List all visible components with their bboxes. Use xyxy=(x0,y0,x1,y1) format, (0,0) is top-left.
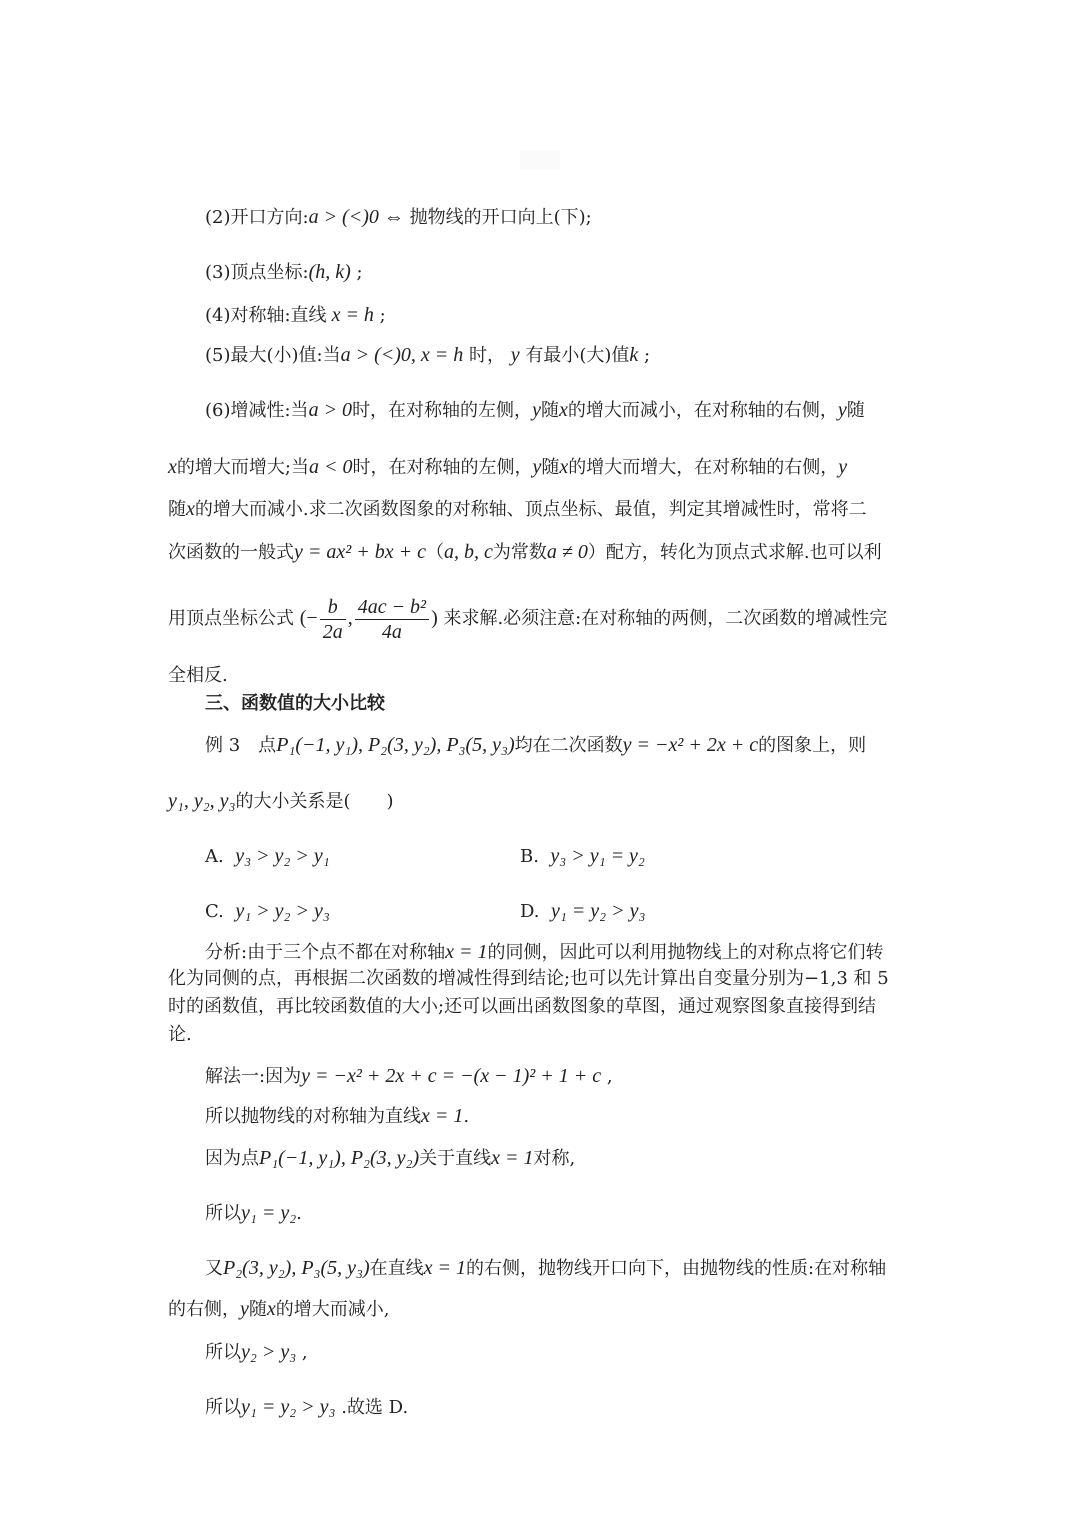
math-segment: x xyxy=(168,456,177,478)
math-segment: P₁(−1, y₁), P₂(3, y₂) xyxy=(259,1147,420,1169)
option-math: y₃ > y₂ > y₁ xyxy=(235,845,330,867)
fraction-4ac-b2-over-4a xyxy=(355,595,429,644)
text-segment: 的大小关系是( ) xyxy=(235,791,394,812)
math-segment: y₂ > y₃ xyxy=(241,1341,297,1363)
math-segment: y xyxy=(532,399,541,421)
fraction-numerator: b xyxy=(320,595,346,620)
analysis-line-3: 时的函数值，再比较函数值的大小;还可以画出函数图象的草图，通过观察图象直接得到结 xyxy=(168,996,877,1017)
section-title: 三、函数值的大小比较 xyxy=(205,693,385,714)
property-5-math: a > (<)0, x = h xyxy=(340,344,464,366)
option-label: C. xyxy=(205,901,224,922)
text-segment: 所以 xyxy=(205,1342,241,1363)
text-segment: 因为点 xyxy=(205,1148,259,1169)
text-segment: 时，在对称轴的左侧， xyxy=(352,400,533,421)
solution-step-8 xyxy=(205,1395,408,1420)
property-6-line-1 xyxy=(205,398,865,423)
property-2-label: (2)开口方向: xyxy=(205,207,309,228)
text-segment: 所以抛物线的对称轴为直线 xyxy=(205,1106,421,1127)
option-math: y₁ = y₂ > y₃ xyxy=(550,900,646,922)
math-segment: P₁(−1, y₁), P₂(3, y₂), P₃(5, y₃) xyxy=(276,734,515,756)
text-segment: 的同侧，因此可以利用抛物线上的对称点将它们转 xyxy=(487,942,884,963)
text-segment: 的增大而增大，在对称轴的右侧， xyxy=(568,457,839,478)
property-4-end: ; xyxy=(373,305,386,326)
math-segment: , xyxy=(347,607,353,629)
solution-step-7 xyxy=(205,1340,308,1365)
solution-step-3 xyxy=(205,1146,575,1171)
text-segment: 随 xyxy=(248,1299,267,1320)
property-5-text2: 有最小(大)值 xyxy=(519,345,630,366)
property-5-k: k xyxy=(629,344,639,366)
property-4-label: (4)对称轴:直线 xyxy=(205,305,327,326)
text-segment: .故选 D. xyxy=(335,1397,409,1418)
text-segment: 的增大而减小.求二次函数图象的对称轴、顶点坐标、最值，判定其增减性时，常将二 xyxy=(194,499,867,520)
math-segment: P₂(3, y₂), P₃(5, y₃) xyxy=(223,1257,370,1279)
option-label: D. xyxy=(520,901,540,922)
property-6-line-6 xyxy=(168,664,228,688)
fraction-denominator: 2a xyxy=(322,620,343,643)
math-segment: y xyxy=(838,456,848,478)
math-segment: a < 0 xyxy=(308,456,353,478)
text-segment: 解法一:因为 xyxy=(205,1066,302,1087)
text-segment: 的图象上，则 xyxy=(758,735,867,756)
math-segment: x = 1 xyxy=(421,1105,464,1127)
text-segment: （ xyxy=(426,542,444,563)
text-segment: 所以 xyxy=(205,1397,241,1418)
text-segment: 所以 xyxy=(205,1203,241,1224)
property-5 xyxy=(205,343,650,368)
text-segment: 的右侧，抛物线开口向下，由抛物线的性质:在对称轴 xyxy=(466,1258,887,1279)
text-segment: 例 3 点 xyxy=(205,735,277,756)
property-6-line-2 xyxy=(168,455,847,480)
math-segment: x xyxy=(558,399,568,421)
text-segment: 均在二次函数 xyxy=(514,735,623,756)
property-5-y: y xyxy=(510,344,520,366)
property-6-line-5 xyxy=(168,594,887,644)
watermark-patch xyxy=(520,150,560,170)
solution-step-6 xyxy=(168,1297,390,1322)
text-segment: 全相反. xyxy=(168,665,228,686)
math-segment: y₁ = y₂ > y₃ xyxy=(241,1396,336,1418)
property-5-end: ; xyxy=(638,345,651,366)
solution-step-2 xyxy=(205,1104,469,1129)
math-segment: y = −x² + 2x + c = −(x − 1)² + 1 + c xyxy=(301,1065,602,1087)
math-segment: y = −x² + 2x + c xyxy=(622,734,759,756)
math-segment: y = ax² + bx + c xyxy=(294,541,426,563)
fraction-numerator: 4ac − b² xyxy=(355,595,429,620)
option-label: B. xyxy=(520,846,539,867)
option-a xyxy=(205,844,330,869)
option-c xyxy=(205,899,330,924)
fraction-denominator: 4a xyxy=(381,620,402,643)
math-segment: x xyxy=(559,456,569,478)
option-label: A. xyxy=(205,846,224,867)
text-segment: 时，在对称轴的左侧， xyxy=(352,457,533,478)
property-6-line-4 xyxy=(168,540,882,565)
text-segment: , xyxy=(296,1342,308,1363)
text-segment: 的增大而增大;当 xyxy=(176,457,309,478)
math-segment: y₁, y₂, y₃ xyxy=(168,790,236,812)
property-6-line-3 xyxy=(168,497,867,522)
property-3-math: (h, k) xyxy=(308,261,351,283)
example-3-line-1 xyxy=(205,733,866,758)
text-segment: ）配方，转化为顶点式求解.也可以利 xyxy=(587,542,882,563)
text-segment: 次函数的一般式 xyxy=(168,542,294,563)
math-segment: x = 1 xyxy=(423,1257,467,1279)
text-segment: . xyxy=(296,1203,302,1224)
text-segment: . xyxy=(463,1106,470,1127)
option-d xyxy=(520,899,645,924)
math-segment: a ≠ 0 xyxy=(546,541,588,563)
text-segment: 在直线 xyxy=(369,1258,424,1279)
math-segment: y xyxy=(240,1298,249,1320)
text-segment: 随 xyxy=(541,457,560,478)
text-segment: 又 xyxy=(205,1258,223,1279)
math-segment: x xyxy=(186,498,195,520)
example-3-line-2 xyxy=(168,789,394,814)
option-math: y₃ > y₁ = y₂ xyxy=(550,845,645,867)
text-segment: 随 xyxy=(168,499,186,520)
property-4 xyxy=(205,303,386,328)
fraction-b-over-2a xyxy=(320,595,346,644)
math-segment: (− xyxy=(299,607,318,629)
analysis-line-2: 化为同侧的点，再根据二次函数的增减性得到结论;也可以先计算出自变量分别为−1,3 和 5 xyxy=(168,968,889,989)
property-3-label: (3)顶点坐标: xyxy=(205,262,309,283)
math-segment: a, b, c xyxy=(444,541,493,563)
text-segment: 分析:由于三个点不都在对称轴 xyxy=(205,942,446,963)
math-segment: y₁ = y₂ xyxy=(241,1202,297,1224)
math-segment: y xyxy=(837,399,847,421)
math-segment: x xyxy=(266,1298,276,1320)
text-segment: 随 xyxy=(540,400,559,421)
analysis-line-1 xyxy=(205,940,883,965)
property-2 xyxy=(205,205,592,230)
text-segment: (6)增减性:当 xyxy=(205,400,309,421)
text-segment: 的增大而减小，在对称轴的右侧， xyxy=(567,400,838,421)
text-segment: 的增大而减小, xyxy=(275,1299,390,1320)
math-segment: x = 1 xyxy=(491,1147,534,1169)
math-segment: y xyxy=(532,456,542,478)
option-math: y₁ > y₂ > y₃ xyxy=(235,900,330,922)
solution-step-5 xyxy=(205,1256,886,1281)
property-2-math: a > (<)0 ⇔ xyxy=(308,206,404,228)
property-5-label: (5)最大(小)值:当 xyxy=(205,345,341,366)
text-segment: 用顶点坐标公式 xyxy=(168,608,294,629)
analysis-line-4: 论. xyxy=(168,1024,192,1045)
text-segment: 关于直线 xyxy=(419,1148,492,1169)
property-2-text: 抛物线的开口向上(下); xyxy=(403,207,592,228)
text-segment: 的右侧， xyxy=(168,1299,240,1320)
solution-step-1 xyxy=(205,1064,613,1089)
text-segment: 对称, xyxy=(533,1148,576,1169)
property-3 xyxy=(205,260,363,285)
solution-step-4 xyxy=(205,1201,302,1226)
text-segment: 随 xyxy=(846,400,865,421)
property-5-text: 时， xyxy=(463,345,511,366)
math-segment: a > 0 xyxy=(308,399,353,421)
math-segment: x = 1 xyxy=(445,941,488,963)
property-4-math: x = h xyxy=(326,304,374,326)
math-segment: ) xyxy=(431,607,438,629)
text-segment: 为常数 xyxy=(492,542,547,563)
text-segment: , xyxy=(601,1066,613,1087)
text-segment: 来求解.必须注意:在对称轴的两侧，二次函数的增减性完 xyxy=(437,608,888,629)
option-b xyxy=(520,844,645,869)
property-3-end: ; xyxy=(350,262,363,283)
